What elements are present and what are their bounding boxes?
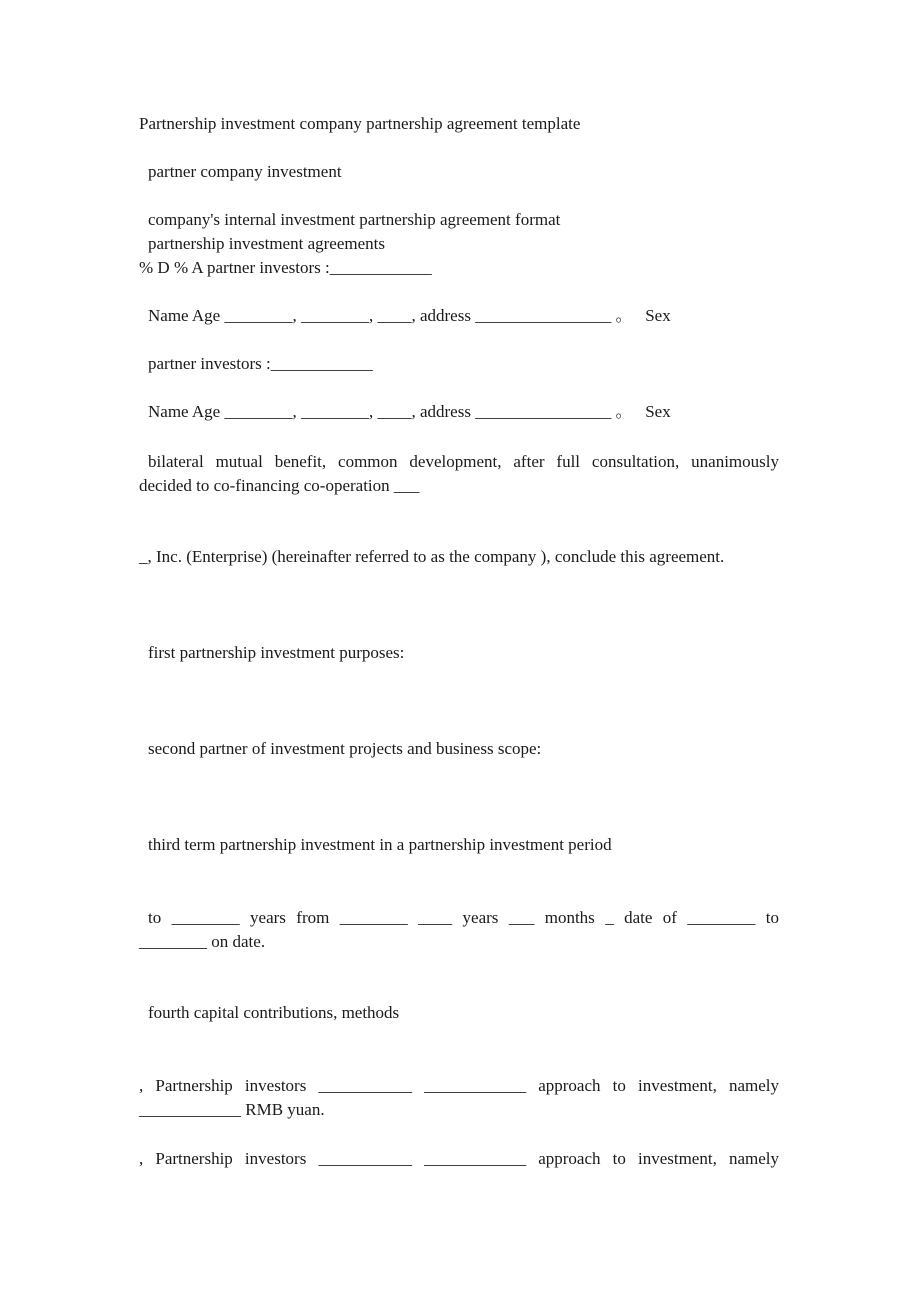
company-clause: _, Inc. (Enterprise) (hereinafter referred to as the company ), conclude this agreement. xyxy=(139,547,725,566)
preamble-paragraph xyxy=(139,450,779,498)
preamble-line-2: decided to co-financing co-operation ___ xyxy=(139,476,420,495)
subtitle-agreement-format: company's internal investment partnership agreement format xyxy=(148,210,561,229)
term-line-2: ________ on date. xyxy=(139,932,266,951)
partner-a-details: Name Age ________, ________, ____, address ________________ 。 Sex xyxy=(148,306,671,325)
subtitle-agreements: partnership investment agreements xyxy=(148,234,385,253)
article-third-heading: third term partnership investment in a partnership investment period xyxy=(148,835,612,854)
contribution-1-line-2: ____________ RMB yuan. xyxy=(139,1100,325,1119)
article-second-heading: second partner of investment projects and business scope: xyxy=(148,739,542,758)
document-title: Partnership investment company partnership agreement template xyxy=(139,114,581,133)
subtitle-partner-company: partner company investment xyxy=(148,162,342,181)
contribution-1-line-1: , Partnership investors ___________ ____________ approach to investment, namely xyxy=(139,1076,779,1095)
partner-b-heading: partner investors :____________ xyxy=(148,354,373,373)
preamble-line-1: bilateral mutual benefit, common development, after full consultation, unanimously xyxy=(148,452,779,471)
partner-a-heading: % D % A partner investors :____________ xyxy=(139,258,432,277)
contribution-2-line-1: , Partnership investors ___________ ____________ approach to investment, namely xyxy=(139,1149,779,1168)
contribution-2-paragraph xyxy=(139,1147,779,1171)
partner-b-details: Name Age ________, ________, ____, address ________________ 。 Sex xyxy=(148,402,671,421)
term-paragraph xyxy=(139,906,779,954)
article-first-heading: first partnership investment purposes: xyxy=(148,643,405,662)
contribution-1-paragraph xyxy=(139,1074,779,1122)
article-fourth-heading: fourth capital contributions, methods xyxy=(148,1003,400,1022)
term-line-1: to ________ years from ________ ____ years ___ months _ date of ________ to xyxy=(148,908,779,927)
